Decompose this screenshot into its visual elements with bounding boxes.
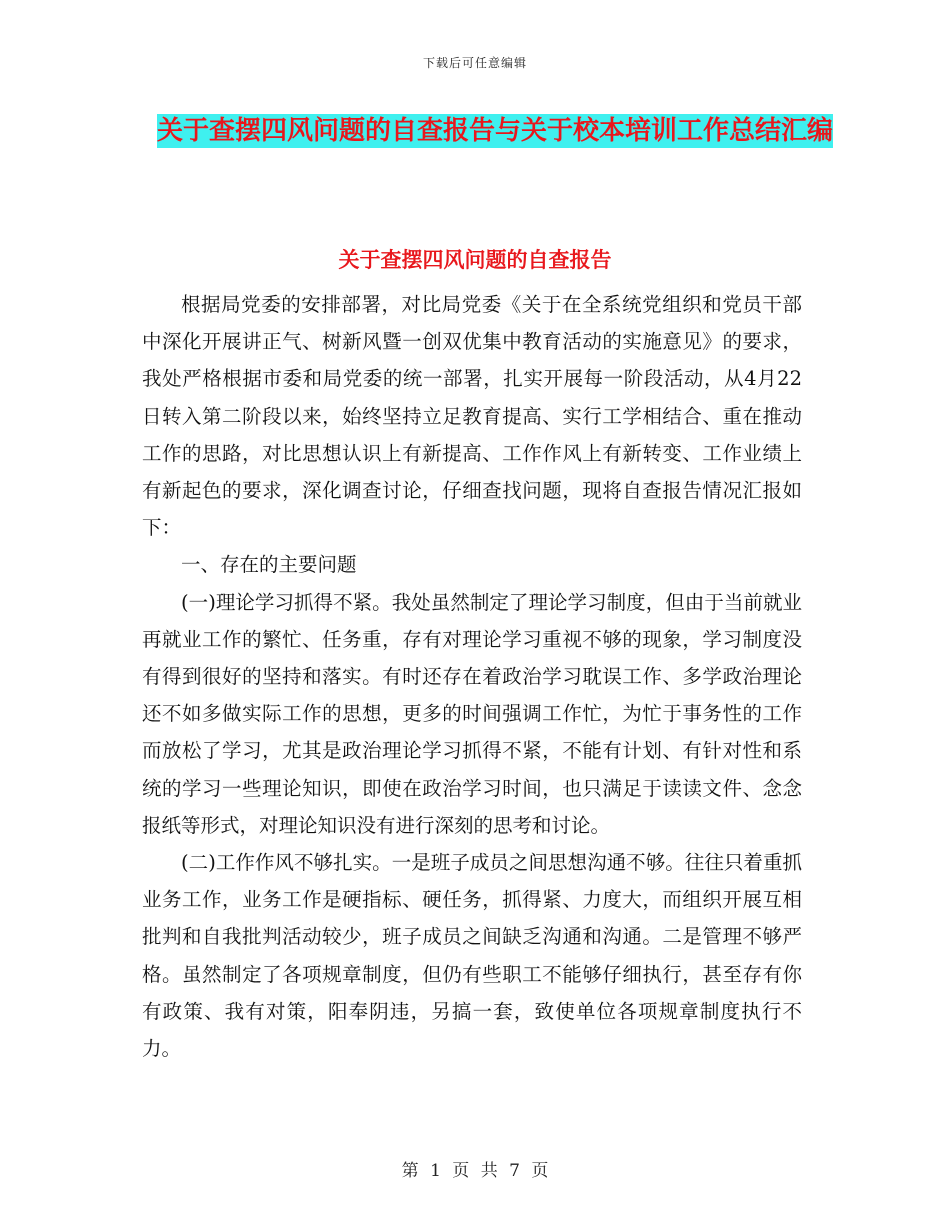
heading-main-problems: 一、存在的主要问题 <box>181 553 357 577</box>
section-title: 关于查摆四风问题的自查报告 <box>338 248 612 272</box>
document-title-text: 关于查摆四风问题的自查报告与关于校本培训工作总结汇编 <box>156 116 833 146</box>
page-number-footer: 第 1 页 共 7 页 <box>401 1161 549 1181</box>
paragraph-work-style: (二)工作作风不够扎实。一是班子成员之间思想沟通不够。往往只着重抓业务工作，业务工作是硬指标、硬任务，抓得紧、力度大，而组织开展互相批判和自我批判活动较少，班子成员之间缺乏沟通和沟通。二是管理不够严格。虽然制定了各项规章制度，但仍有些职工不能够仔细执行，甚至存有你有政策、我有对策，阳奉阴违，另搞一套，致使单位各项规章制度执行不力。 <box>142 851 802 1061</box>
paragraph-intro: 根据局党委的安排部署，对比局党委《关于在全系统党组织和党员干部中深化开展讲正气、树新风暨一创双优集中教育活动的实施意见》的要求，我处严格根据市委和局党委的统一部署，扎实开展每一阶段活动，从4月22日转入第二阶段以来，始终坚持立足教育提高、实行工学相结合、重在推动工作的思路，对比思想认识上有新提高、工作作风上有新转变、工作业绩上有新起色的要求，深化调查讨论，仔细查找问题，现将自查报告情况汇报如下： <box>142 293 802 540</box>
document-title <box>150 108 840 154</box>
document-body <box>142 286 802 1067</box>
page-header-note: 下载后可任意编辑 <box>422 56 527 70</box>
paragraph-theory-study: (一)理论学习抓得不紧。我处虽然制定了理论学习制度，但由于当前就业再就业工作的繁忙、任务重，存有对理论学习重视不够的现象，学习制度没有得到很好的坚持和落实。有时还存在着政治学习耽误工作、多学政治理论还不如多做实际工作的思想，更多的时间强调工作忙，为忙于事务性的工作而放松了学习，尤其是政治理论学习抓得不紧，不能有计划、有针对性和系统的学习一些理论知识，即使在政治学习时间，也只满足于读读文件、念念报纸等形式，对理论知识没有进行深刻的思考和讨论。 <box>142 590 802 837</box>
